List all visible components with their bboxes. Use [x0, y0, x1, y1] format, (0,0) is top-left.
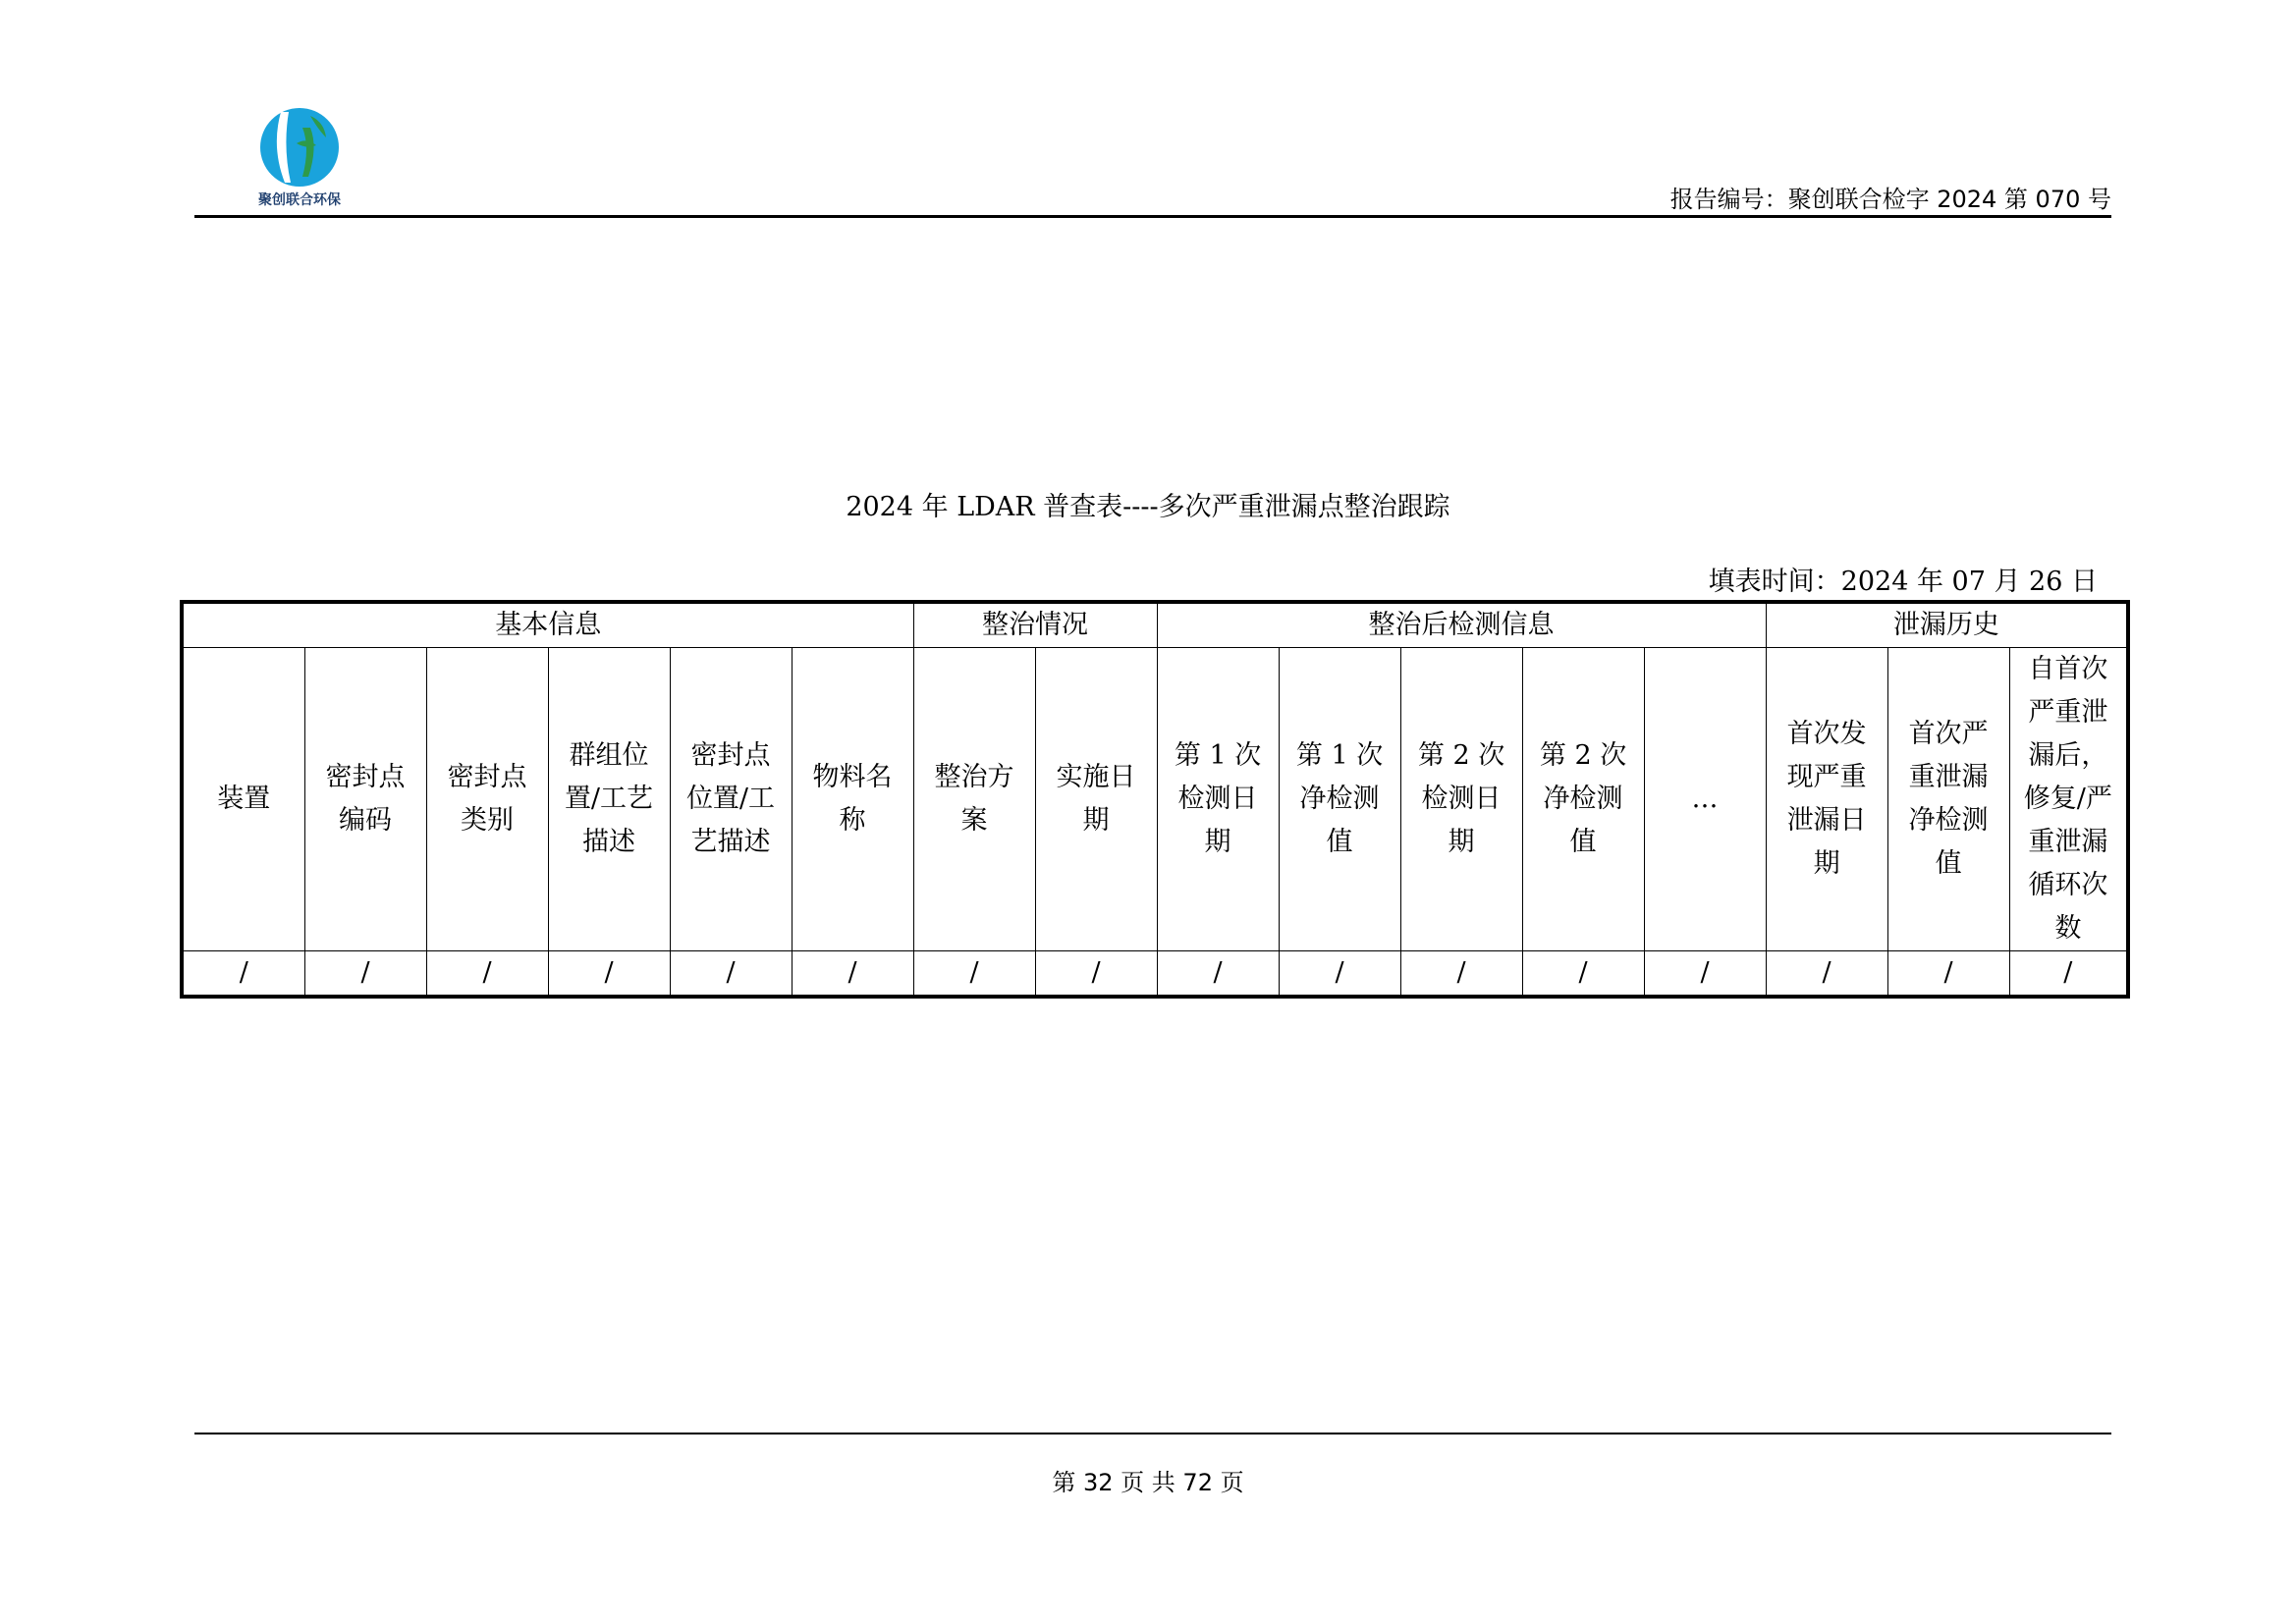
table-cell: /	[1766, 951, 1887, 998]
page-title: 2024 年 LDAR 普查表----多次严重泄漏点整治跟踪	[846, 492, 1450, 522]
table-cell: /	[1279, 951, 1400, 998]
column-header: 第 2 次检测日期	[1400, 648, 1522, 951]
table-cell: /	[1157, 951, 1279, 998]
table-cell: /	[1522, 951, 1644, 998]
ldar-table	[180, 600, 2130, 999]
column-header: 自首次严重泄漏后，修复/严重泄漏循环次数	[2009, 648, 2128, 951]
column-header: 物料名称	[792, 648, 913, 951]
group-leak-history: 泄漏历史	[1766, 602, 2128, 648]
column-header: 实施日期	[1035, 648, 1157, 951]
table-cell: /	[426, 951, 548, 998]
column-header: 整治方案	[913, 648, 1035, 951]
table-cell: /	[670, 951, 792, 998]
column-header: 装置	[182, 648, 304, 951]
column-header: 第 1 次检测日期	[1157, 648, 1279, 951]
table-cell: /	[182, 951, 304, 998]
logo-text: 聚创联合环保	[258, 192, 341, 208]
column-header: 密封点位置/工艺描述	[670, 648, 792, 951]
footer-divider	[194, 1433, 2111, 1434]
column-header: 群组位置/工艺描述	[548, 648, 670, 951]
header-divider	[194, 215, 2111, 218]
column-header: 密封点编码	[304, 648, 426, 951]
column-header: 首次严重泄漏净检测值	[1887, 648, 2009, 951]
group-post-detection: 整治后检测信息	[1157, 602, 1766, 648]
table-cell: /	[304, 951, 426, 998]
table-group-row	[182, 602, 2128, 648]
group-remediation: 整治情况	[913, 602, 1157, 648]
table-header-row	[182, 648, 2128, 951]
column-header: 第 1 次净检测值	[1279, 648, 1400, 951]
fill-time: 填表时间：2024 年 07 月 26 日	[1708, 567, 2098, 597]
table-cell: /	[1887, 951, 2009, 998]
column-header: 第 2 次净检测值	[1522, 648, 1644, 951]
column-header: 首次发现严重泄漏日期	[1766, 648, 1887, 951]
table-cell: /	[1400, 951, 1522, 998]
table-cell: /	[913, 951, 1035, 998]
table-cell: /	[1035, 951, 1157, 998]
group-basic-info: 基本信息	[182, 602, 913, 648]
table-cell: /	[792, 951, 913, 998]
table-row	[182, 951, 2128, 998]
page-number: 第 32 页 共 72 页	[1052, 1469, 1244, 1496]
table-cell: /	[1644, 951, 1766, 998]
table-cell: /	[548, 951, 670, 998]
column-header: 密封点类别	[426, 648, 548, 951]
table-cell: /	[2009, 951, 2128, 998]
column-header: …	[1644, 648, 1766, 951]
company-logo	[242, 98, 357, 214]
report-number: 报告编号：聚创联合检字 2024 第 070 号	[1669, 186, 2111, 213]
